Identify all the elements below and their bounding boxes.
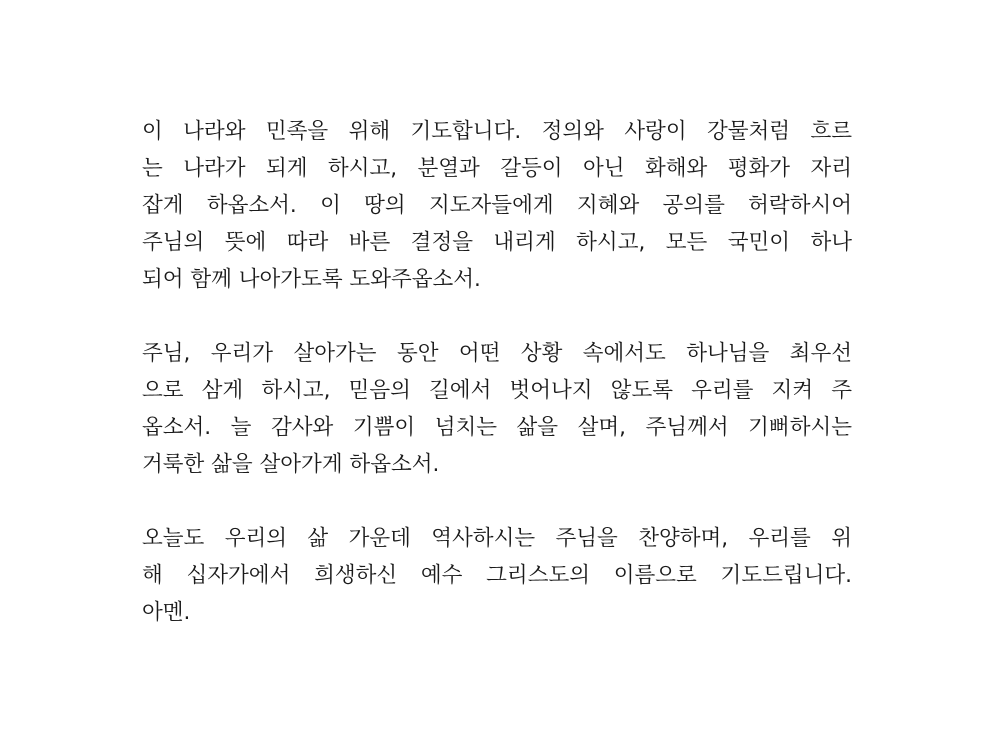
text-line: 아멘. bbox=[142, 600, 191, 625]
text-line: 해 십자가에서 희생하신 예수 그리스도의 이름으로 기도드립니다. bbox=[142, 563, 852, 588]
text-line: 는 나라가 되게 하시고, 분열과 갈등이 아닌 화해와 평화가 자리 bbox=[142, 156, 852, 181]
paragraph-3 bbox=[142, 520, 852, 631]
prayer-text bbox=[142, 113, 852, 631]
text-line: 이 나라와 민족을 위해 기도합니다. 정의와 사랑이 강물처럼 흐르 bbox=[142, 119, 852, 144]
paragraph-1 bbox=[142, 113, 852, 298]
text-line: 으로 삼게 하시고, 믿음의 길에서 벗어나지 않도록 우리를 지켜 주 bbox=[142, 378, 852, 403]
paragraph-gap bbox=[142, 298, 852, 335]
text-line: 오늘도 우리의 삶 가운데 역사하시는 주님을 찬양하며, 우리를 위 bbox=[142, 526, 852, 551]
text-line: 옵소서. 늘 감사와 기쁨이 넘치는 삶을 살며, 주님께서 기뻐하시는 bbox=[142, 415, 852, 440]
paragraph-gap bbox=[142, 483, 852, 520]
text-line: 잡게 하옵소서. 이 땅의 지도자들에게 지혜와 공의를 허락하시어 bbox=[142, 193, 852, 218]
text-line: 되어 함께 나아가도록 도와주옵소서. bbox=[142, 267, 481, 292]
paragraph-2 bbox=[142, 335, 852, 483]
text-line: 주님, 우리가 살아가는 동안 어떤 상황 속에서도 하나님을 최우선 bbox=[142, 341, 852, 366]
text-line: 거룩한 삶을 살아가게 하옵소서. bbox=[142, 452, 440, 477]
text-line: 주님의 뜻에 따라 바른 결정을 내리게 하시고, 모든 국민이 하나 bbox=[142, 230, 852, 255]
